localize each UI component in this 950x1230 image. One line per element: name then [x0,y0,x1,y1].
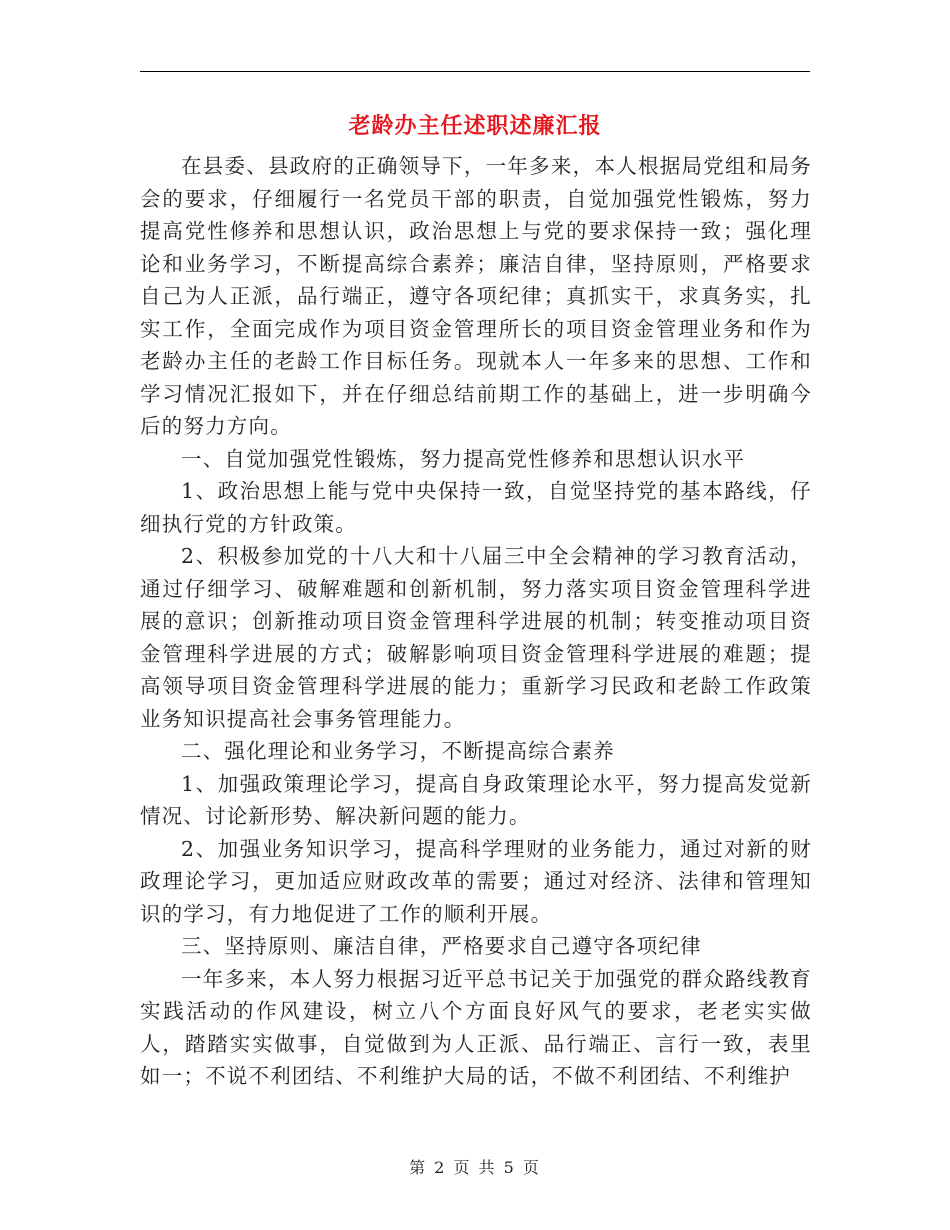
document-body [140,150,812,1093]
header-rule [140,71,810,72]
paragraph-1-2: 2、积极参加党的十八大和十八届三中全会精神的学习教育活动，通过仔细学习、破解难题和创新机制，努力落实项目资金管理科学进展的意识；创新推动项目资金管理科学进展的机制；转变推动项目资金管理科学进展的方式；破解影响项目资金管理科学进展的难题；提高领导项目资金管理科学进展的能力；重新学习民政和老龄工作政策业务知识提高社会事务管理能力。 [140,544,812,731]
paragraph-3-1: 一年多来，本人努力根据习近平总书记关于加强党的群众路线教育实践活动的作风建设，树立八个方面良好风气的要求，老老实实做人，踏踏实实做事，自觉做到为人正派、品行端正、言行一致，表里如一；不说不利团结、不利维护大局的话，不做不利团结、不利维护 [140,966,812,1088]
section-heading-3: 三、坚持原则、廉洁自律，严格要求自己遵守各项纪律 [181,934,702,958]
paragraph-1-1: 1、政治思想上能与党中央保持一致，自觉坚持党的基本路线，仔细执行党的方针政策。 [140,479,812,536]
paragraph-2-1: 1、加强政策理论学习，提高自身政策理论水平，努力提高发觉新情况、讨论新形势、解决新问题的能力。 [140,771,812,828]
section-heading-1: 一、自觉加强党性锻炼，努力提高党性修养和思想认识水平 [181,446,746,471]
section-heading-2: 二、强化理论和业务学习，不断提高综合素养 [181,739,615,763]
paragraph-2-2: 2、加强业务知识学习，提高科学理财的业务能力，通过对新的财政理论学习，更加适应财政改革的需要；通过对经济、法律和管理知识的学习，有力地促进了工作的顺利开展。 [140,836,812,926]
document-title: 老龄办主任述职述廉汇报 [348,113,602,139]
paragraph-intro: 在县委、县政府的正确领导下，一年多来，本人根据局党组和局务会的要求，仔细履行一名党员干部的职责，自觉加强党性锻炼，努力提高党性修养和思想认识，政治思想上与党的要求保持一致；强化理论和业务学习，不断提高综合素养；廉洁自律，坚持原则，严格要求自己为人正派，品行端正，遵守各项纪律；真抓实干，求真务实，扎实工作，全面完成作为项目资金管理所长的项目资金管理业务和作为老龄办主任的老龄工作目标任务。现就本人一年多来的思想、工作和学习情况汇报如下，并在仔细总结前期工作的基础上，进一步明确今后的努力方向。 [140,154,812,438]
page-number: 第 2 页 共 5 页 [409,1158,541,1177]
